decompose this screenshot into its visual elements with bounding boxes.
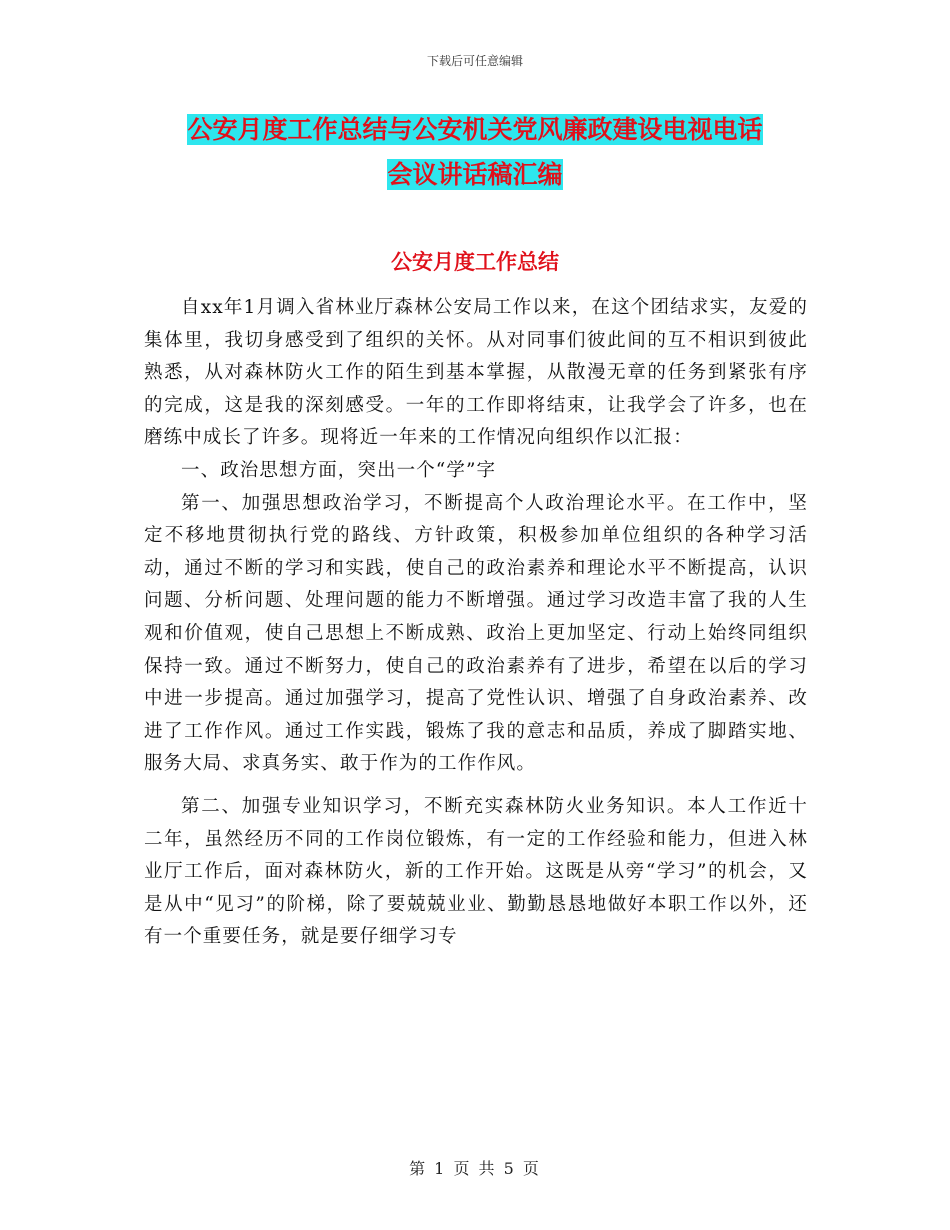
title-highlight-1: 公安月度工作总结与公安机关党风廉政建设电视电话 <box>187 115 763 144</box>
page-indicator: 第 1 页 共 5 页 <box>409 1159 541 1178</box>
section-title: 公安月度工作总结 <box>391 250 559 274</box>
header-note: 下载后可任意编辑 <box>426 54 523 68</box>
document-title-line-2 <box>0 155 950 195</box>
paragraph-heading-politics: 一、政治思想方面，突出一个“学”字 <box>181 459 497 481</box>
document-title-line-1 <box>0 110 950 150</box>
title-highlight-2: 会议讲话稿汇编 <box>387 160 563 189</box>
paragraph-first-point: 第一、加强思想政治学习，不断提高个人政治理论水平。在工作中，坚定不移地贯彻执行党的路线、方针政策，积极参加单位组织的各种学习活动，通过不断的学习和实践，使自己的政治素养和理论水平不断提高，认识问题、分析问题、处理问题的能力不断增强。通过学习改造丰富了我的人生观和价值观，使自己思想上不断成熟、政治上更加坚定、行动上始终同组织保持一致。通过不断努力，使自己的政治素养有了进步，希望在以后的学习中进一步提高。通过加强学习，提高了党性认识、增强了自身政治素养、改进了工作作风。通过工作实践，锻炼了我的意志和品质，养成了脚踏实地、服务大局、求真务实、敢于作为的工作作风。 <box>144 492 808 775</box>
paragraph-intro: 自xx年1月调入省林业厅森林公安局工作以来，在这个团结求实，友爱的集体里，我切身感受到了组织的关怀。从对同事们彼此间的互不相识到彼此熟悉，从对森林防火工作的陌生到基本掌握，从散漫无章的任务到紧张有序的完成，这是我的深刻感受。一年的工作即将结束，让我学会了许多，也在磨练中成长了许多。现将近一年来的工作情况向组织作以汇报： <box>144 297 808 449</box>
body-text <box>144 292 808 954</box>
paragraph-second-point: 第二、加强专业知识学习，不断充实森林防火业务知识。本人工作近十二年，虽然经历不同的工作岗位锻炼，有一定的工作经验和能力，但进入林业厅工作后，面对森林防火，新的工作开始。这既是从旁“学习”的机会，又是从中“见习”的阶梯，除了要兢兢业业、勤勤恳恳地做好本职工作以外，还有一个重要任务，就是要仔细学习专 <box>144 795 808 948</box>
